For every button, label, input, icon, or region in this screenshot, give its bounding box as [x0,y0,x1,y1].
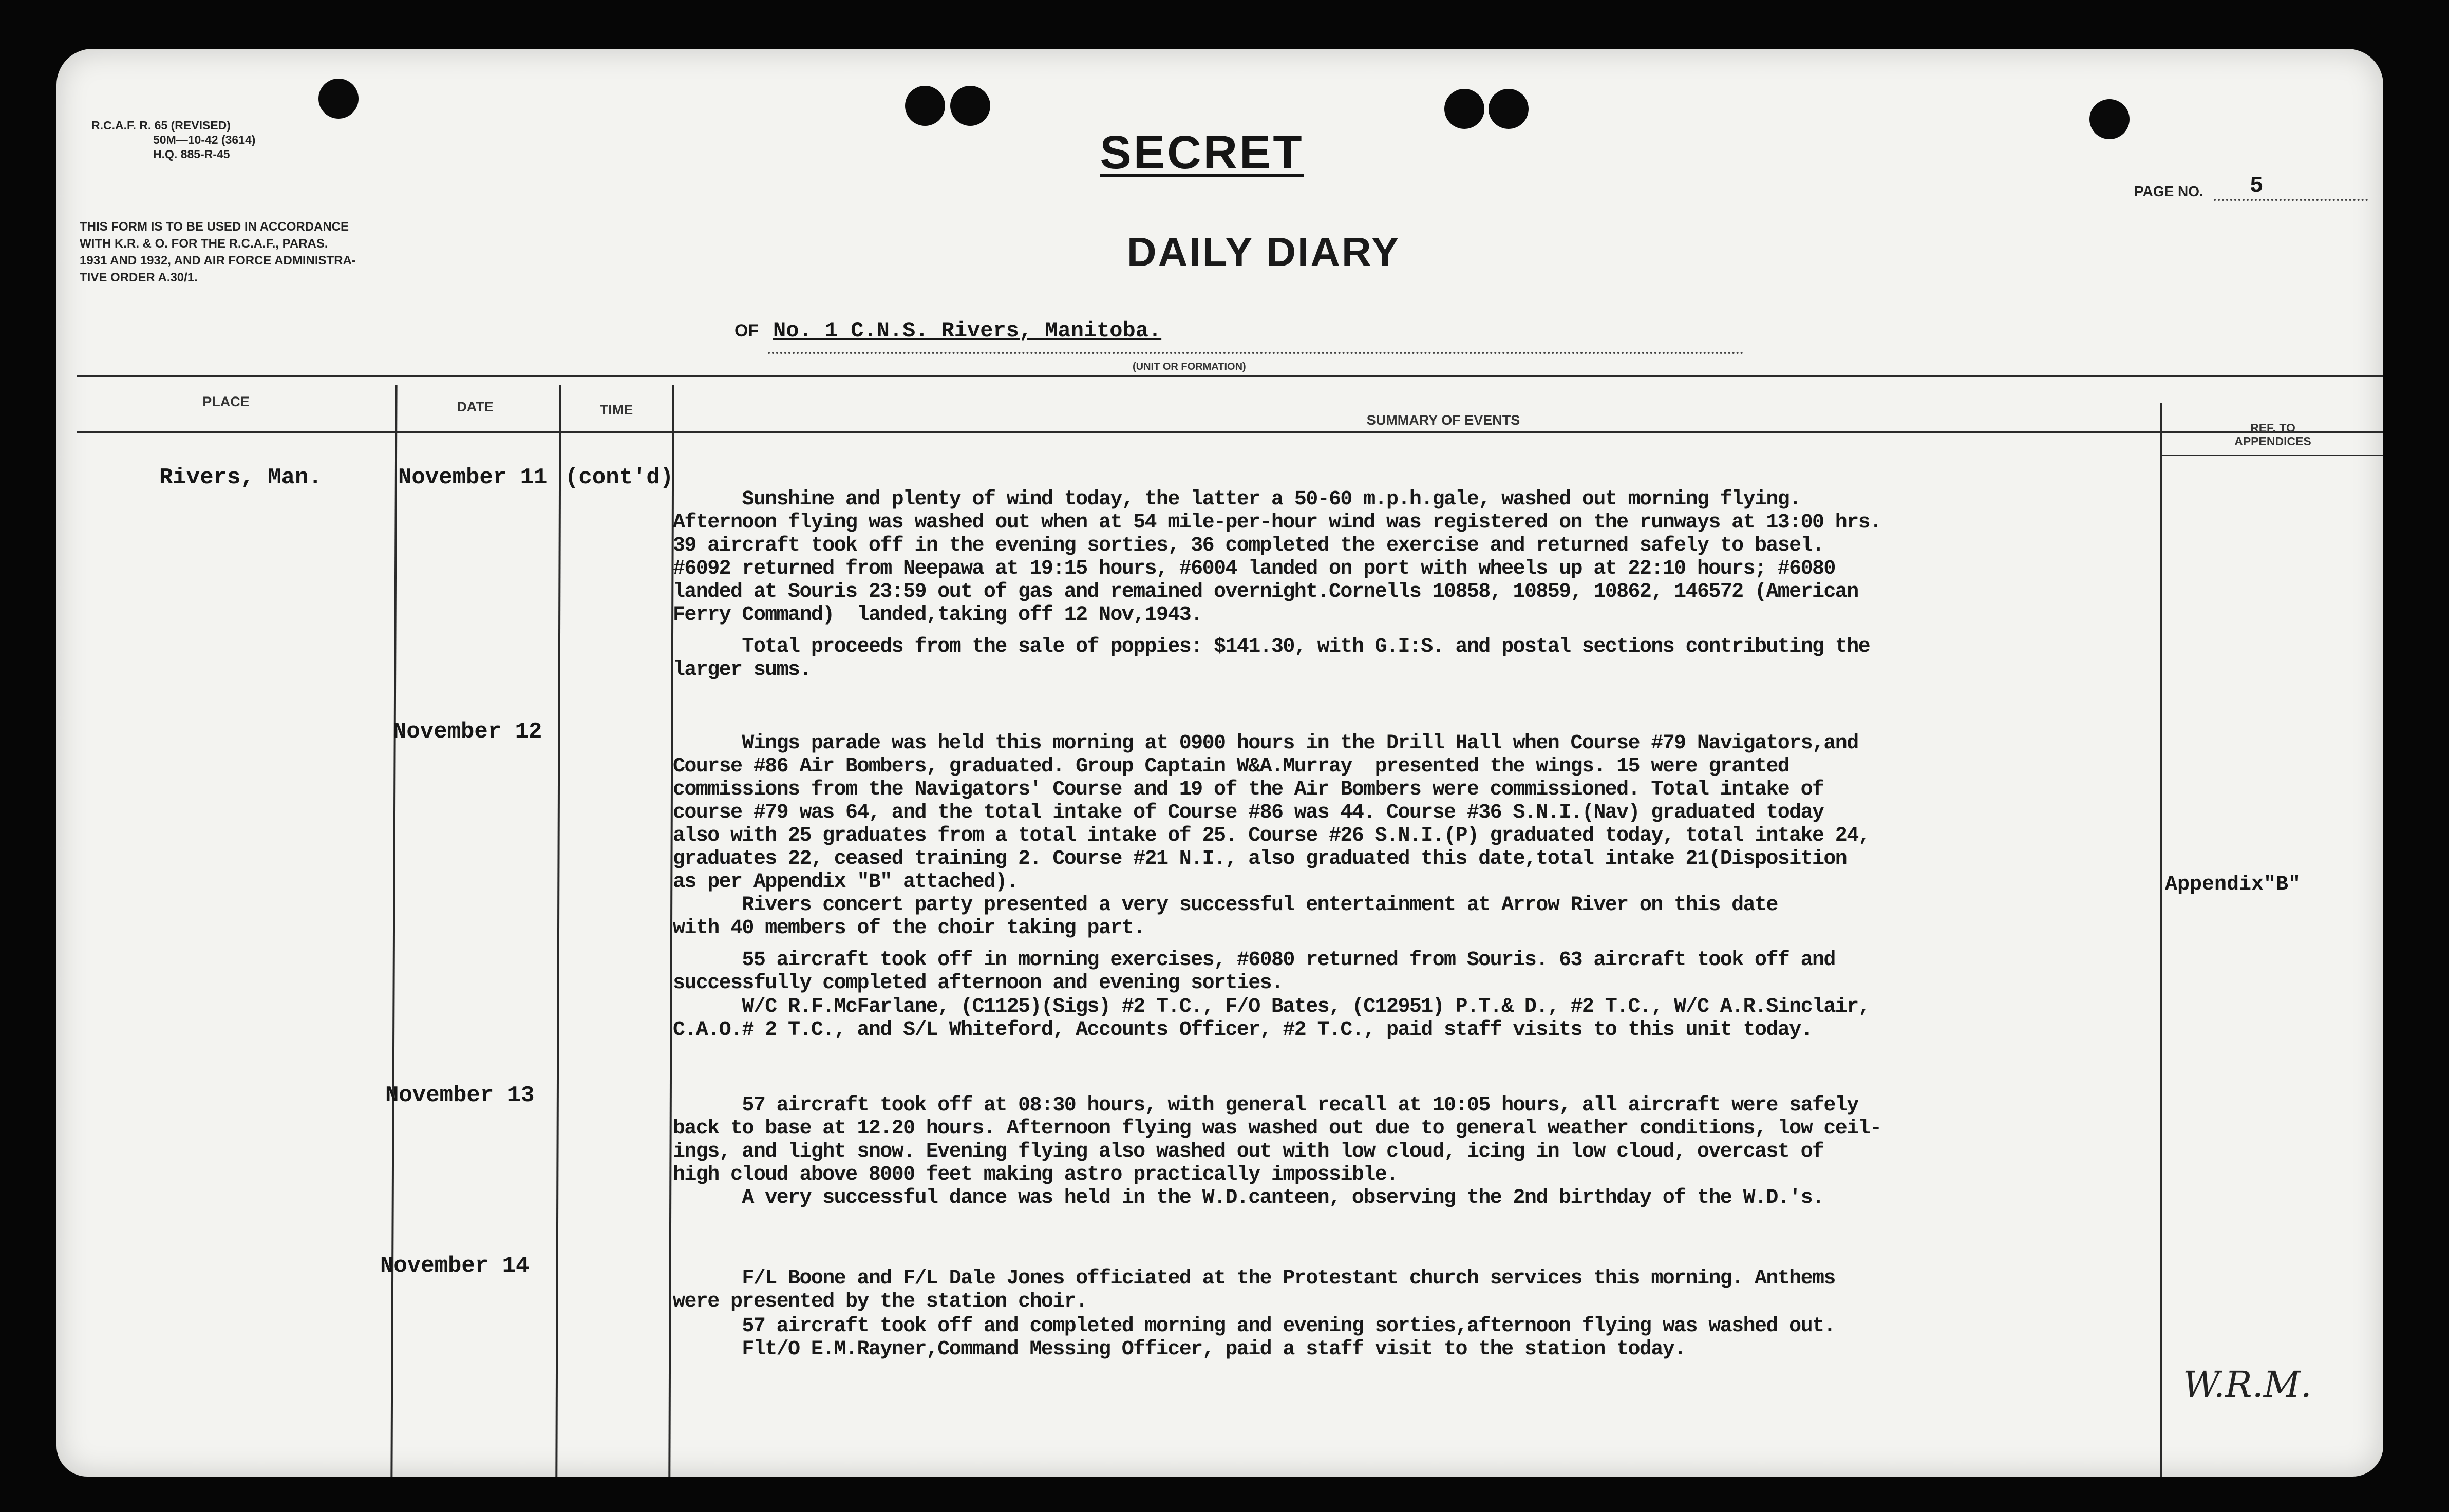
column-header-appendices: REF. TO APPENDICES [2234,421,2311,448]
table-top-rule [77,375,2383,377]
time-entry: (cont'd) [565,465,674,490]
punch-hole [1489,89,1529,129]
column-header-time: TIME [599,402,633,418]
form-reference [91,118,255,161]
date-entry: November 14 [380,1253,530,1279]
column-divider [555,385,561,1477]
punch-hole [1444,89,1484,129]
column-header-date: DATE [457,399,494,414]
place-entry: Rivers, Man. [159,465,322,490]
column-divider [390,385,397,1477]
summary-paragraph: W/C R.F.McFarlane, (C1125)(Sigs) #2 T.C., F/O Bates, (C12951) P.T.& D., #2 T.C., W/C A.R.Sinclair, C.A.O.# 2 T.C., and S/L Whiteford, Accounts Officer, #2 T.C., paid staff visits to this unit today. [673,995,1870,1042]
form-usage-note: THIS FORM IS TO BE USED IN ACCORDANCE WITH K.R. & O. FOR THE R.C.A.F., PARAS. 1931 AND 1932, AND AIR FORCE ADMINISTRA- TIVE ORDER A.30/1. [80,220,356,285]
date-entry: November 13 [385,1083,535,1108]
summary-paragraph: 57 aircraft took off and completed morning and evening sorties,afternoon flying was washed out. Flt/O E.M.Rayner,Command Messing Officer, paid a staff visit to the station today. [742,1315,1835,1361]
summary-paragraph: Total proceeds from the sale of poppies: $141.30, with G.I:S. and postal sections contributing the larger sums. [673,635,1870,682]
form-ref-line: H.Q. 885-R-45 [153,147,230,161]
classification-stamp: SECRET [1100,126,1304,179]
form-ref-line: 50M—10-42 (3614) [153,133,256,146]
column-header-place: PLACE [202,394,250,409]
unit-caption: (UNIT OR FORMATION) [1133,361,1246,372]
summary-paragraph: 55 aircraft took off in morning exercises, #6080 returned from Souris. 63 aircraft took off and successfully completed afternoon and evening sorties. [673,949,1835,995]
unit-line [768,352,1744,354]
column-header-summary: SUMMARY OF EVENTS [1366,412,1520,428]
appendix-reference: Appendix"B" [2165,873,2301,896]
form-ref-line: R.C.A.F. R. 65 (REVISED) [91,119,231,132]
header-bottom-rule [77,431,2383,433]
punch-hole [950,86,990,126]
date-entry: November 11 [398,465,548,490]
summary-paragraph: 57 aircraft took off at 08:30 hours, with general recall at 10:05 hours, all aircraft were safely back to base at 12.20 hours. Afternoon flying was washed out due to general weather conditions, low ceil- ings, and light snow. Evening flying also washed out with low cloud, icing in low cloud, overcast of high cloud above 8000 feet making astro practically impossible. [673,1094,1881,1186]
diary-page [56,49,2383,1477]
page-number-label: PAGE NO. [2134,183,2203,199]
unit-prefix: OF [734,321,759,341]
punch-hole [318,79,359,119]
unit-name: No. 1 C.N.S. Rivers, Manitoba. [773,318,1162,343]
summary-paragraph: A very successful dance was held in the W.D.canteen, observing the 2nd birthday of the W.D.'s. [673,1186,1824,1209]
page-title: DAILY DIARY [1126,229,1401,275]
summary-paragraph: Sunshine and plenty of wind today, the latter a 50-60 m.p.h.gale, washed out morning flying. Afternoon flying was washed out when at 54 mile-per-hour wind was registered on the runways at 13:00 hrs. 39 aircraft took off in the evening sorties, 36 completed the exercise and returned safely to basel. #6092 returned from Neepawa at 19:15 hours, #6004 landed on port with wheels up at 22:10 hours; #6080 landed at Souris 23:59 out of gas and remained overnight.Cornells 10858, 10859, 10862, 146572 (American Ferry Command) landed,taking off 12 Nov,1943. [673,488,1881,627]
summary-paragraph: F/L Boone and F/L Dale Jones officiated at the Protestant church services this morning. Anthems were presented by the station choir. [673,1267,1835,1313]
punch-hole [2089,99,2130,139]
page-number: 5 [2250,173,2264,199]
punch-hole [905,86,945,126]
summary-paragraph: Wings parade was held this morning at 0900 hours in the Drill Hall when Course #79 Navigators,and Course #86 Air Bombers, graduated. Group Captain W&A.Murray presented the wings. 15 were granted commissions from the Navigators' Course and 19 of the Air Bombers were commissioned. Total intake of course #79 was 64, and the total intake of Course #86 was 44. Course #36 S.N.I.(Nav) graduated today also with 25 graduates from a total intake of 25. Course #26 S.N.I.(P) graduated today, total intake 24, graduates 22, ceased training 2. Course #21 N.I., also graduated this date,total intake 21(Disposition as per Appendix "B" attached). Rivers concert party presented a very successful entertainment at Arrow River on this date with 40 members of the choir taking part. [673,732,1870,940]
handwritten-initials: W.R.M. [2183,1364,2312,1406]
appendix-header-rule [2162,455,2383,456]
date-entry: November 12 [393,719,542,745]
page-number-line [2214,199,2368,201]
